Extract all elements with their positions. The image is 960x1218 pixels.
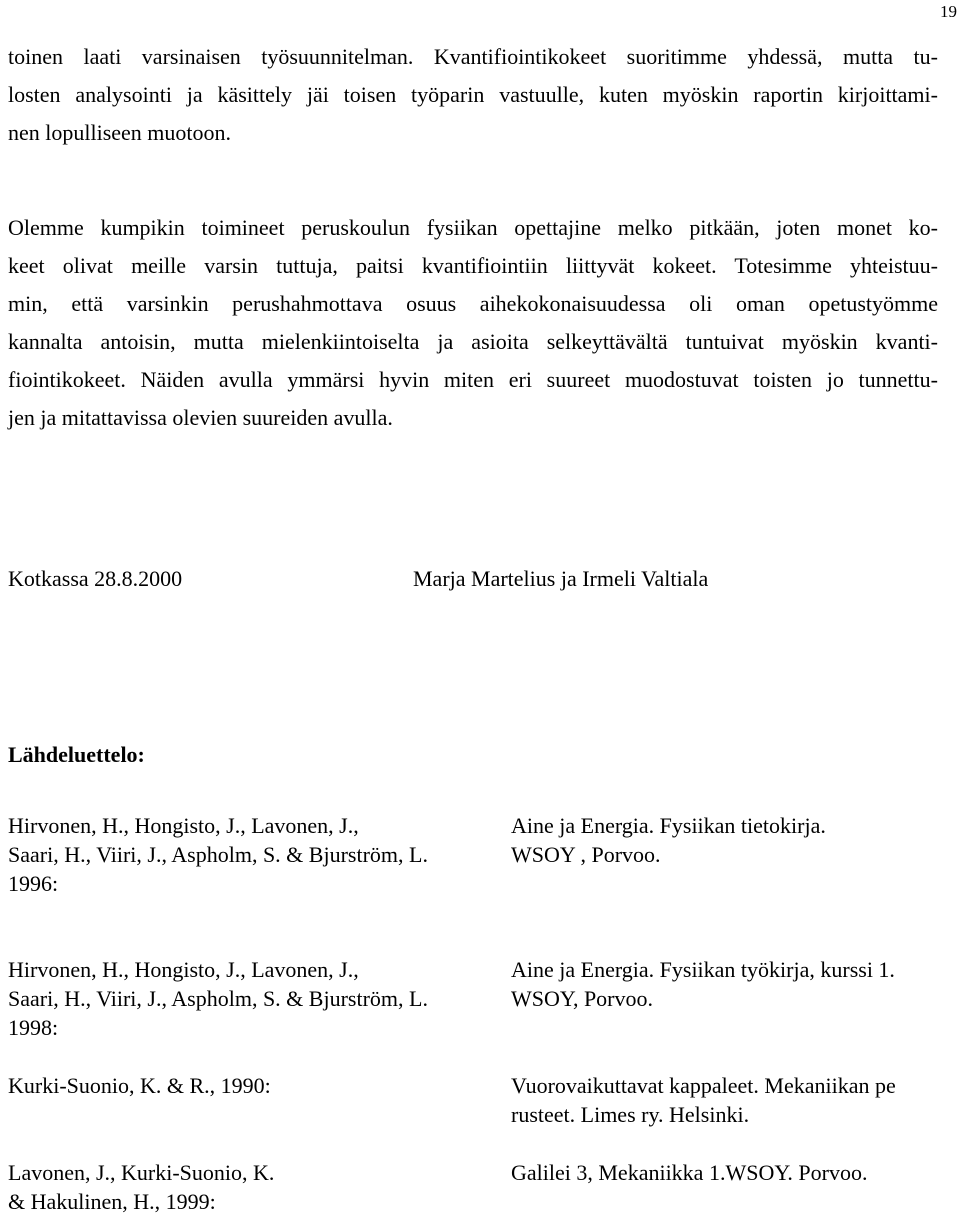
body-paragraph	[8, 209, 938, 437]
reference-authors-line: 1996:	[8, 871, 59, 896]
paragraph-line: keet olivat meille varsin tuttuja, paitsi kvantifiointiin liittyvät kokeet. Totesimme yhteistuu-	[8, 253, 938, 278]
reference-title-line: Aine ja Energia. Fysiikan työkirja, kurssi 1.	[511, 957, 895, 982]
reference-title	[511, 1071, 951, 1129]
page-number: 19	[940, 2, 957, 21]
reference-authors-line: Saari, H., Viiri, J., Aspholm, S. & Bjurström, L.	[8, 986, 428, 1011]
reference-title	[511, 811, 951, 869]
paragraph-line: Olemme kumpikin toimineet peruskoulun fysiikan opettajine melko pitkään, joten monet ko-	[8, 215, 938, 240]
paragraph-line: kannalta antoisin, mutta mielenkiintoiselta ja asioita selkeyttävältä tuntuivat myöskin kvanti-	[8, 329, 938, 354]
paragraph-line: toinen laati varsinaisen työsuunnitelman. Kvantifiointikokeet suoritimme yhdessä, mutta tu-	[8, 44, 938, 69]
reference-authors-line: Lavonen, J., Kurki-Suonio, K.	[8, 1160, 275, 1185]
reference-authors-line: Hirvonen, H., Hongisto, J., Lavonen, J.,	[8, 957, 359, 982]
reference-title	[511, 955, 951, 1013]
paragraph-line: fiointikokeet. Näiden avulla ymmärsi hyvin miten eri suureet muodostuvat toisten jo tunnettu-	[8, 367, 938, 392]
reference-title	[511, 1158, 951, 1187]
reference-authors-line: Saari, H., Viiri, J., Aspholm, S. & Bjurström, L.	[8, 842, 428, 867]
reference-authors-line: 1998:	[8, 1015, 59, 1040]
reference-authors-line: & Hakulinen, H., 1999:	[8, 1189, 216, 1214]
paragraph-line: nen lopulliseen muotoon.	[8, 120, 232, 145]
reference-authors-line: Kurki-Suonio, K. & R., 1990:	[8, 1073, 271, 1098]
reference-authors	[8, 955, 503, 1042]
reference-authors	[8, 1071, 503, 1100]
signature-place-date: Kotkassa 28.8.2000	[8, 566, 183, 591]
paragraph-line: jen ja mitattavissa olevien suureiden avulla.	[8, 405, 393, 430]
reference-authors	[8, 811, 503, 898]
reference-authors-line: Hirvonen, H., Hongisto, J., Lavonen, J.,	[8, 813, 359, 838]
reference-authors	[8, 1158, 503, 1216]
references-heading: Lähdeluettelo:	[8, 742, 145, 767]
reference-title-line: Aine ja Energia. Fysiikan tietokirja.	[511, 813, 826, 838]
paragraph-line: losten analysointi ja käsittely jäi toisen työparin vastuulle, kuten myöskin raportin kirjoittami-	[8, 82, 938, 107]
paragraph-line: min, että varsinkin perushahmottava osuus aihekokonaisuudessa oli oman opetustyömme	[8, 291, 938, 316]
body-paragraph	[8, 38, 938, 152]
reference-title-line: WSOY, Porvoo.	[511, 986, 654, 1011]
reference-title-line: WSOY , Porvoo.	[511, 842, 661, 867]
signature-names: Marja Martelius ja Irmeli Valtiala	[413, 566, 709, 591]
reference-title-line: Vuorovaikuttavat kappaleet. Mekaniikan pe	[511, 1073, 896, 1098]
reference-title-line: rusteet. Limes ry. Helsinki.	[511, 1102, 750, 1127]
reference-title-line: Galilei 3, Mekaniikka 1.WSOY. Porvoo.	[511, 1160, 868, 1185]
